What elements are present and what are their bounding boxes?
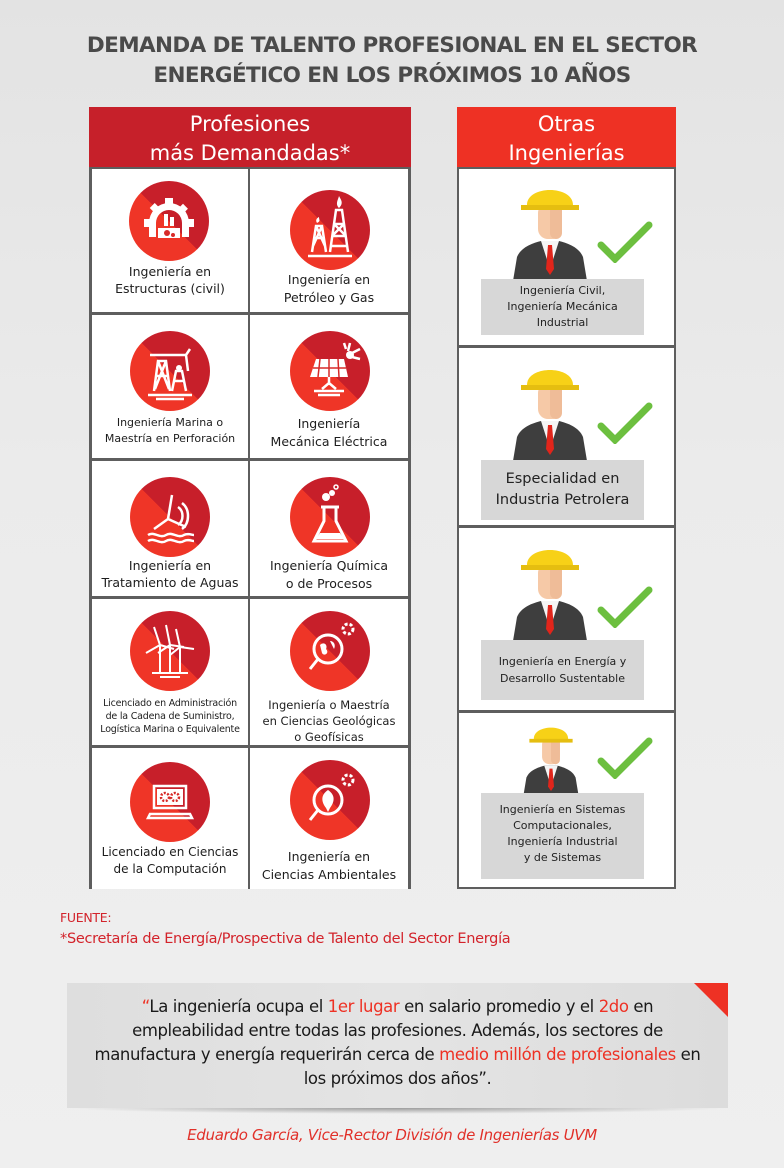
checkmark-icon (597, 219, 653, 263)
profession-card (250, 461, 408, 596)
profession-label-line: Estructuras (civil) (115, 281, 225, 296)
profession-label-line: Logística Marina o Equivalente (100, 724, 240, 735)
profession-card (92, 599, 248, 745)
engineering-label-line: y de Sistemas (523, 851, 602, 864)
engineer-avatar-icon (505, 533, 595, 643)
engineering-card (459, 713, 674, 887)
title-line-2: ENERGÉTICO EN LOS PRÓXIMOS 10 AÑOS (153, 63, 631, 88)
quote-shadow (67, 1108, 728, 1114)
factory-gear-icon (129, 181, 209, 261)
quote-segment: en los próximos dos años”. (303, 1045, 701, 1088)
engineering-label-line: Ingeniería Mecánica (507, 300, 618, 313)
engineering-label-plate (481, 640, 644, 700)
water-turbine-icon (130, 477, 210, 557)
profession-card (92, 461, 248, 596)
quote-highlight: 2do (598, 997, 629, 1016)
engineering-label-plate (481, 279, 644, 335)
professions-grid (89, 167, 411, 889)
profession-label-line: Ingeniería en (128, 264, 212, 279)
profession-card (250, 748, 408, 889)
profession-card (250, 315, 408, 458)
profession-label-line: o Geofísicas (294, 730, 364, 744)
checkmark-icon (597, 400, 653, 444)
right-header-line-2: Ingenierías (508, 141, 625, 165)
right-header-line-1: Otras (537, 112, 596, 136)
profession-label-line: Ingeniería en (287, 849, 371, 864)
engineer-avatar-icon (515, 715, 587, 797)
profession-label-line: Ingeniería o Maestría (268, 698, 390, 712)
engineering-label-line: Ingeniería Civil, (519, 284, 606, 297)
engineering-card (459, 169, 674, 345)
quote-author: Eduardo García, Vice-Rector División de Ingenierías UVM (187, 1126, 597, 1144)
profession-card (92, 315, 248, 458)
quote-box (67, 983, 728, 1108)
checkmark-icon (597, 735, 653, 779)
quote-open-mark: “ (141, 997, 150, 1016)
page-title (0, 31, 784, 91)
profession-label-line: Ciencias Ambientales (261, 867, 397, 882)
title-line-1: DEMANDA DE TALENTO PROFESIONAL EN EL SECTOR (86, 33, 698, 58)
engineering-card (459, 528, 674, 710)
source-text: *Secretaría de Energía/Prospectiva de Talento del Sector Energía (60, 931, 511, 947)
quote-highlight: 1er lugar (327, 997, 400, 1016)
quote-highlight: medio millón de profesionales (439, 1045, 676, 1064)
wind-turbines-icon (130, 611, 210, 691)
profession-label-line: Licenciado en Administración (103, 698, 237, 709)
engineering-label-line: Ingeniería en Energía y (498, 655, 627, 668)
profession-label-line: de la Computación (113, 862, 227, 876)
flask-icon (290, 477, 370, 557)
left-header-line-2: más Demandadas* (149, 141, 351, 165)
engineering-label-plate (481, 460, 644, 520)
profession-label-line: Ingeniería en (287, 272, 371, 287)
profession-label-line: Ingeniería Química (270, 558, 388, 573)
engineering-label-line: Ingeniería Industrial (507, 835, 618, 848)
profession-label-line: de la Cadena de Suministro, (105, 711, 235, 722)
other-engineering-list (457, 167, 676, 889)
engineering-label-line: Industrial (536, 316, 589, 329)
checkmark-icon (597, 584, 653, 628)
engineering-label-line: Industria Petrolera (495, 492, 630, 508)
profession-label-line: Tratamiento de Aguas (101, 575, 239, 590)
profession-label-line: o de Procesos (285, 576, 373, 591)
profession-label-line: Licenciado en Ciencias (101, 845, 239, 859)
profession-label-line: Mecánica Eléctrica (270, 434, 388, 449)
engineer-avatar-icon (505, 173, 595, 283)
engineering-card (459, 348, 674, 525)
profession-label-line: Ingeniería Marina o (116, 416, 224, 429)
engineer-avatar-icon (505, 353, 595, 463)
profession-label-line: en Ciencias Geológicas (262, 714, 396, 728)
profession-card (92, 748, 248, 889)
solar-panel-icon (290, 331, 370, 411)
engineering-label-line: Computacionales, (513, 819, 612, 832)
profession-label-line: Ingeniería (297, 416, 361, 431)
profession-card (250, 169, 408, 312)
quote-text (87, 995, 708, 1091)
pumpjack-icon (130, 331, 210, 411)
profession-label-line: Petróleo y Gas (283, 290, 375, 305)
source-label: FUENTE: (60, 910, 112, 925)
quote-segment: en empleabilidad entre todas las profesiones. Además, los sectores de manufactura y energía requerirán cerca de (94, 997, 663, 1064)
profession-label-line: Ingeniería en (128, 558, 212, 573)
profession-label-line: Maestría en Perforación (104, 432, 236, 445)
oil-rig-icon (290, 190, 370, 270)
left-header-line-1: Profesiones (189, 112, 311, 136)
engineering-label-line: Desarrollo Sustentable (500, 672, 625, 685)
right-panel-header (457, 107, 676, 167)
engineering-label-line: Especialidad en (505, 471, 620, 487)
globe-magnifier-icon (290, 611, 370, 691)
laptop-gears-icon (130, 762, 210, 842)
quote-segment: La ingeniería ocupa el (149, 997, 328, 1016)
profession-card (250, 599, 408, 745)
leaf-magnifier-icon (290, 760, 370, 840)
profession-card (92, 169, 248, 312)
engineering-label-plate (481, 793, 644, 879)
engineering-label-line: Ingeniería en Sistemas (499, 803, 626, 816)
quote-segment: en salario promedio y el (399, 997, 599, 1016)
left-panel-header (89, 107, 411, 167)
